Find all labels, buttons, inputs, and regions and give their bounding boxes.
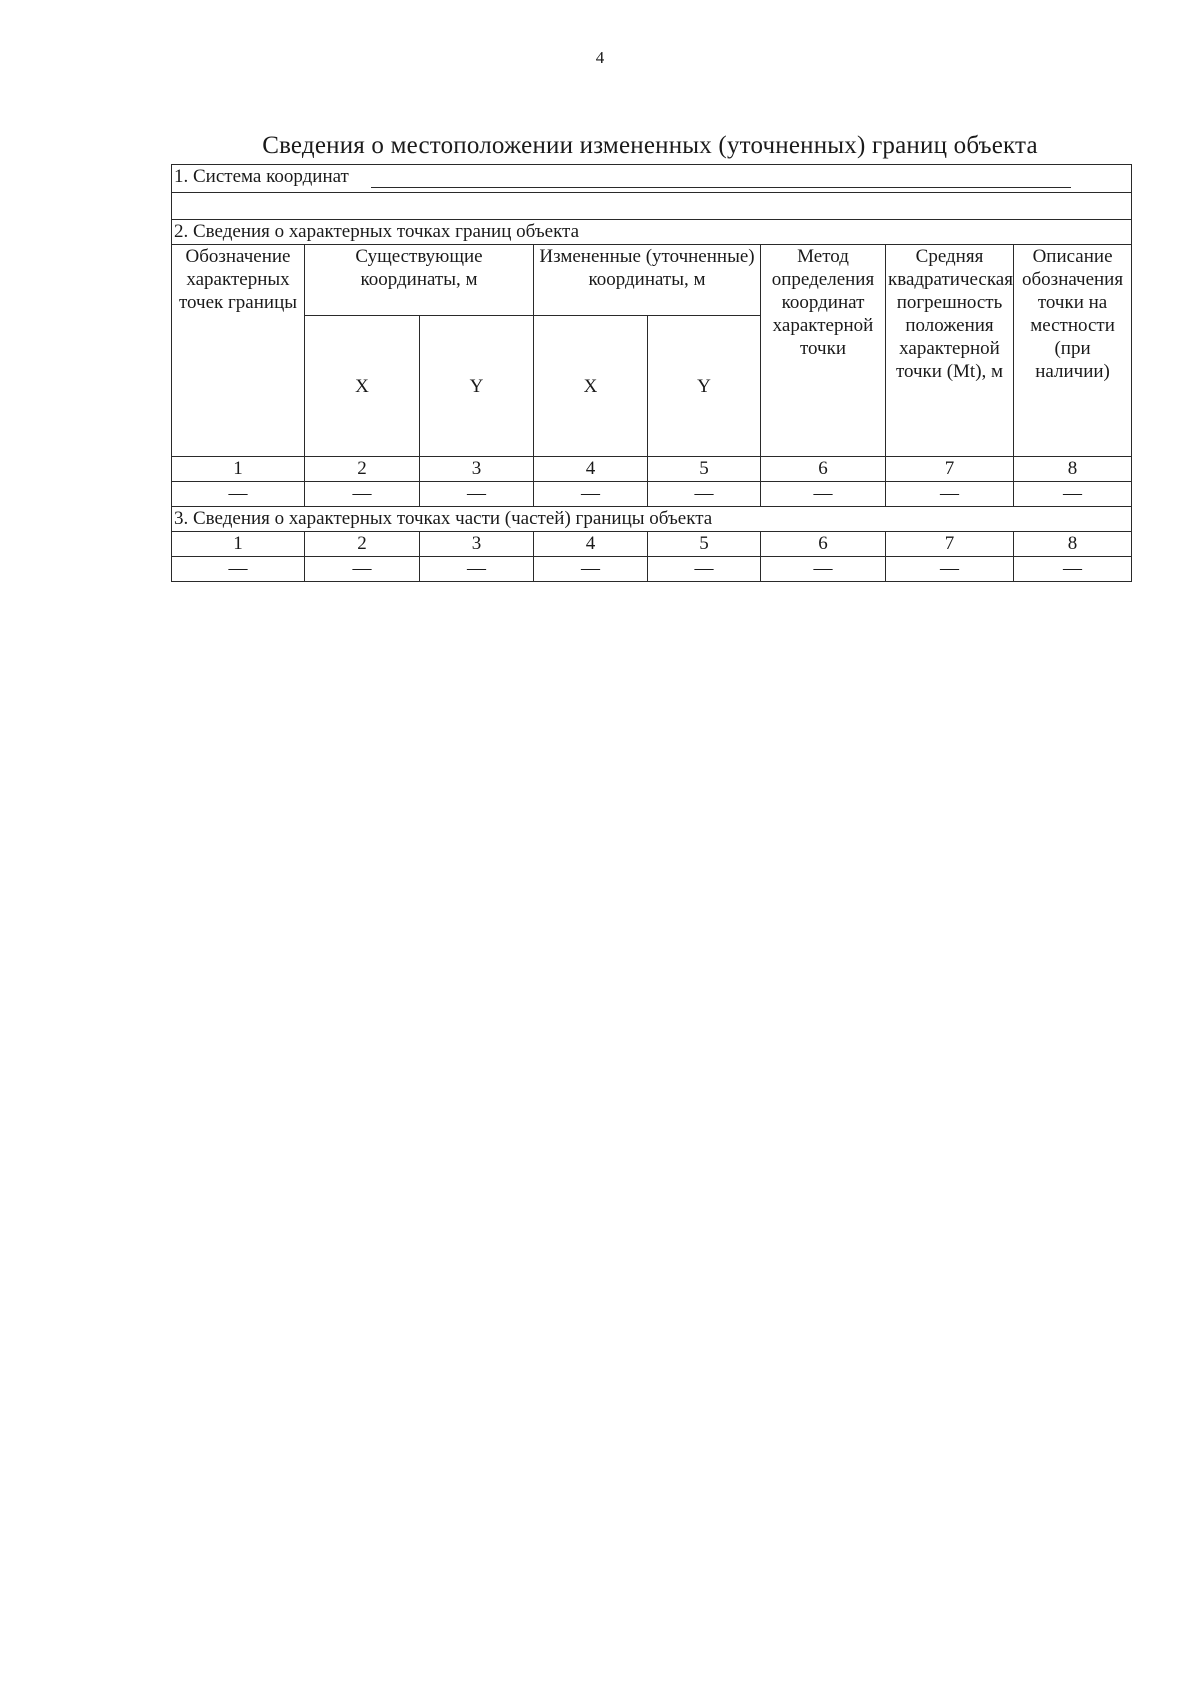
dash-cell: — bbox=[534, 482, 648, 507]
column-number: 6 bbox=[761, 457, 886, 482]
dash-cell: — bbox=[886, 557, 1014, 582]
column-number: 2 bbox=[305, 532, 420, 557]
dash-cell: — bbox=[761, 557, 886, 582]
header-changed-coordinates: Измененные (уточненные) координаты, м bbox=[534, 245, 761, 316]
section-3-heading-row bbox=[172, 507, 1132, 532]
section-3-numbers-row bbox=[172, 532, 1132, 557]
column-number: 5 bbox=[648, 532, 761, 557]
header-existing-coordinates: Существующие координаты, м bbox=[305, 245, 534, 316]
dash-cell: — bbox=[534, 557, 648, 582]
dash-cell: — bbox=[420, 482, 534, 507]
column-number: 8 bbox=[1014, 457, 1132, 482]
header-row-1 bbox=[172, 245, 1132, 316]
column-number: 6 bbox=[761, 532, 886, 557]
column-number: 4 bbox=[534, 457, 648, 482]
column-number: 8 bbox=[1014, 532, 1132, 557]
header-designation: Обозначение характерных точек границы bbox=[172, 245, 305, 457]
coordinate-system-label: 1. Система координат bbox=[174, 166, 349, 187]
header-existing-y: Y bbox=[420, 316, 534, 457]
dash-cell: — bbox=[886, 482, 1014, 507]
header-changed-y: Y bbox=[648, 316, 761, 457]
section-2-data-row bbox=[172, 482, 1132, 507]
column-number: 3 bbox=[420, 457, 534, 482]
section-3-data-row bbox=[172, 557, 1132, 582]
coordinate-system-fill-line bbox=[371, 169, 1071, 188]
column-number: 5 bbox=[648, 457, 761, 482]
dash-cell: — bbox=[172, 557, 305, 582]
header-existing-x: X bbox=[305, 316, 420, 457]
column-number: 1 bbox=[172, 532, 305, 557]
dash-cell: — bbox=[761, 482, 886, 507]
header-mean-error: Средняя квадратическая погрешность положения характерной точки (Mt), м bbox=[886, 245, 1014, 457]
dash-cell: — bbox=[305, 482, 420, 507]
coordinate-system-blank-row bbox=[172, 193, 1132, 220]
coordinate-system-row bbox=[172, 165, 1132, 193]
column-numbers-row bbox=[172, 457, 1132, 482]
dash-cell: — bbox=[420, 557, 534, 582]
section-3-heading: 3. Сведения о характерных точках части (частей) границы объекта bbox=[172, 507, 1132, 532]
document-title: Сведения о местоположении измененных (уточненных) границ объекта bbox=[262, 132, 1038, 159]
column-number: 3 bbox=[420, 532, 534, 557]
section-2-heading: 2. Сведения о характерных точках границ объекта bbox=[172, 220, 1132, 245]
header-point-description: Описание обозначения точки на местности (при наличии) bbox=[1014, 245, 1132, 457]
column-number: 2 bbox=[305, 457, 420, 482]
dash-cell: — bbox=[1014, 482, 1132, 507]
page-number: 4 bbox=[595, 48, 605, 67]
column-number: 7 bbox=[886, 532, 1014, 557]
dash-cell: — bbox=[305, 557, 420, 582]
dash-cell: — bbox=[1014, 557, 1132, 582]
section-2-heading-row bbox=[172, 220, 1132, 245]
dash-cell: — bbox=[648, 557, 761, 582]
header-changed-x: X bbox=[534, 316, 648, 457]
column-number: 4 bbox=[534, 532, 648, 557]
column-number: 1 bbox=[172, 457, 305, 482]
dash-cell: — bbox=[172, 482, 305, 507]
boundary-points-table bbox=[171, 164, 1132, 582]
dash-cell: — bbox=[648, 482, 761, 507]
header-method: Метод определения координат характерной точки bbox=[761, 245, 886, 457]
column-number: 7 bbox=[886, 457, 1014, 482]
